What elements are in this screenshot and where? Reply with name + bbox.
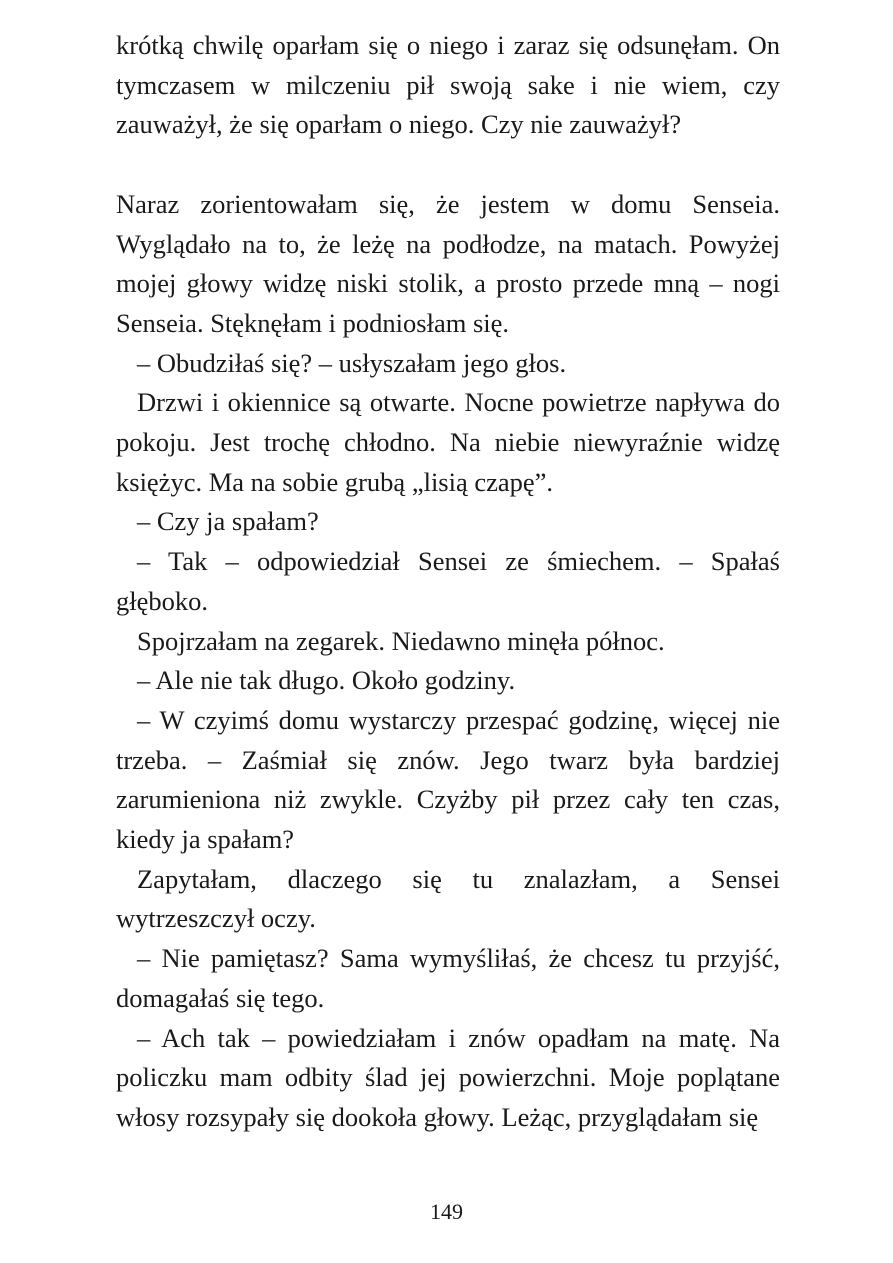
page-body <box>116 26 780 1138</box>
paragraph-4: Drzwi i okiennice są otwarte. Nocne powietrze napływa do pokoju. Jest trochę chłodno. Na niebie niewyraźnie widzę księżyc. Ma na sobie grubą „lisią czapę”. <box>116 387 780 497</box>
section-break <box>116 145 780 185</box>
paragraph-1: krótką chwilę oparłam się o niego i zaraz się odsunęłam. On tymczasem w milczeniu pił swoją sake i nie wiem, czy zauważył, że się oparłam o niego. Czy nie zauważył? <box>116 30 780 140</box>
paragraph-7: Spojrzałam na zegarek. Niedawno minęła północ. <box>137 625 665 656</box>
paragraph-3: – Obudziłaś się? – usłyszałam jego głos. <box>137 347 567 378</box>
paragraph-11: – Nie pamiętasz? Sama wymyśliłaś, że chcesz tu przyjść, domagałaś się tego. <box>116 943 780 1013</box>
paragraph-12: – Ach tak – powiedziałam i znów opadłam na matę. Na policzku mam odbity ślad jej powierzchni. Moje poplątane włosy rozsypały się dookoła głowy. Leżąc, przyglądałam się <box>116 1022 780 1132</box>
paragraph-8: – Ale nie tak długo. Około godziny. <box>137 665 516 696</box>
paragraph-2: Naraz zorientowałam się, że jestem w domu Senseia. Wyglądało na to, że leżę na podłodze, na matach. Powyżej mojej głowy widzę niski stolik, a prosto przede mną – nogi Senseia. Stęknęłam i podniosłam się. <box>116 188 780 338</box>
paragraph-9: – W czyimś domu wystarczy przespać godzinę, więcej nie trzeba. – Zaśmiał się znów. Jego twarz była bardziej zarumieniona niż zwykle. Czyżby pił przez cały ten czas, kiedy ja spałam? <box>116 704 780 855</box>
page-number: 149 <box>430 1199 463 1224</box>
paragraph-6: – Tak – odpowiedział Sensei ze śmiechem. – Spałaś głęboko. <box>116 546 780 616</box>
paragraph-10: Zapytałam, dlaczego się tu znalazłam, a Sensei wytrzeszczył oczy. <box>116 863 780 934</box>
paragraph-5: – Czy ja spałam? <box>137 506 319 537</box>
